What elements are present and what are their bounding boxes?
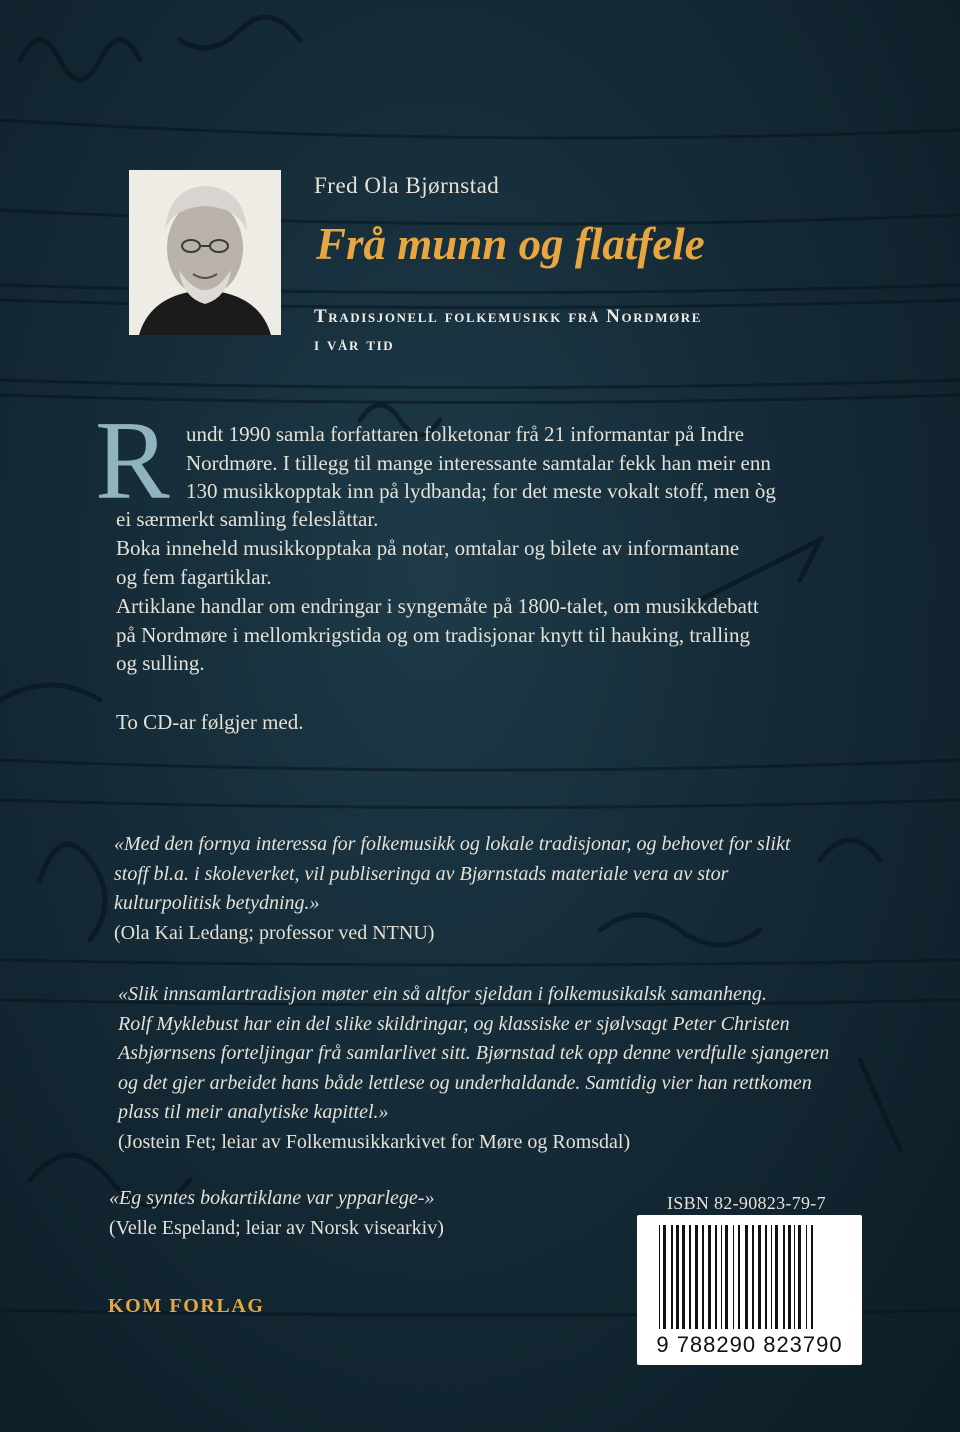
blurb-line: Boka inneheld musikkopptaka på notar, omtalar og bilete av informantane [116,536,740,560]
quote-source: (Ola Kai Ledang; professor ved NTNU) [114,921,435,944]
barcode-bar [725,1225,728,1329]
blurb-paragraph-4 [116,708,303,737]
quote-line: plass til meir analytiske kapittel.» [118,1101,389,1123]
blurb-line: på Nordmøre i mellomkrigstida og om tradisjonar knytt til hauking, tralling [116,622,750,647]
barcode-bar [708,1225,711,1329]
blurb-line: og sulling. [116,651,205,675]
blurb-line: 130 musikkopptak inn på lydbanda; for det meste vokalt stoff, men òg [186,479,776,503]
barcode-bar [788,1225,791,1329]
blurb-paragraph-2 [116,534,739,591]
barcode-bar [733,1225,734,1329]
barcode-bar [738,1225,740,1329]
drop-cap: R [95,399,170,523]
book-subtitle [314,303,884,359]
isbn-label: ISBN 82-90823-79-7 [667,1193,826,1213]
barcode-bar [682,1225,685,1329]
author-name: Fred Ola Bjørnstad [314,173,500,198]
blurb-line: Artiklane handlar om endringar i syngemåte på 1800-talet, om musikkdebatt [116,594,759,618]
barcode-bar [794,1225,795,1329]
blurb-paragraph-1a [186,420,776,506]
quote-line: Rolf Myklebust har ein del slike skildringar, og klassiske er sjølvsagt Peter Christen [118,1012,790,1035]
barcode-bar [663,1225,666,1329]
barcode-bar [715,1225,717,1329]
barcode-bar [695,1225,698,1329]
barcode-bar [806,1225,807,1329]
review-quote-3 [109,1184,444,1243]
barcode-bar [783,1225,785,1329]
quote-line: «Med den fornya interessa for folkemusikk og lokale tradisjonar, og behovet for slikt [114,833,791,855]
book-title: Frå munn og flatfele [316,219,705,269]
barcode-bar [671,1225,673,1329]
barcode-bar [721,1225,722,1329]
quote-line: Asbjørnsens forteljingar frå samlarlivet sitt. Bjørnstad tek opp denne verdfulle sjangeren [118,1042,830,1064]
quote-line: kulturpolitisk betydning.» [114,892,320,914]
quote-line: «Slik innsamlartradisjon møter ein så altfor sjeldan i folkemusikalsk samanheng. [118,983,767,1005]
publisher-name: KOM FORLAG [108,1295,265,1317]
quote-source: (Jostein Fet; leiar av Folkemusikkarkivet for Møre og Romsdal) [118,1130,631,1153]
quote-line: og det gjer arbeidet hans både lettlese og underhaldande. Samtidig vier han rettkomen [118,1071,812,1094]
barcode-number: 9 788290 823790 [656,1332,843,1357]
barcode-bar [775,1225,778,1329]
barcode-bar [702,1225,704,1329]
blurb-line: og fem fagartiklar. [116,564,272,589]
quote-source: (Velle Espeland; leiar av Norsk visearkiv) [109,1216,444,1239]
quote-line: stoff bl.a. i skoleverket, vil publiseringa av Bjørnstads materiale vera av stor [114,862,729,885]
subtitle-line: i vår tid [314,334,395,355]
barcode-bar [811,1225,813,1329]
barcode-bar [752,1225,754,1329]
barcode-bar [765,1225,767,1329]
blurb-line: Nordmøre. I tillegg til mange interessante samtalar fekk han meir enn [186,450,771,475]
blurb-paragraph-3 [116,592,759,678]
quote-line: «Eg syntes bokartiklane var ypparlege-» [109,1187,435,1209]
barcode-bar [758,1225,761,1329]
barcode-bar [689,1225,691,1329]
review-quote-1 [114,830,790,948]
barcode-bar [745,1225,748,1329]
blurb-line: To CD-ar følgjer med. [116,710,304,734]
author-photo [129,170,281,335]
barcode [637,1215,862,1365]
subtitle-line: Tradisjonell folkemusikk frå Nordmøre [314,306,703,327]
blurb-paragraph-1b [116,505,378,534]
barcode-bar [771,1225,772,1329]
blurb-line: undt 1990 samla forfattaren folketonar frå 21 informantar på Indre [186,422,745,446]
review-quote-2 [118,980,829,1157]
barcode-bar [659,1225,660,1329]
blurb-line: ei særmerkt samling feleslåttar. [116,507,379,531]
barcode-bar [798,1225,801,1329]
barcode-bar [676,1225,679,1329]
